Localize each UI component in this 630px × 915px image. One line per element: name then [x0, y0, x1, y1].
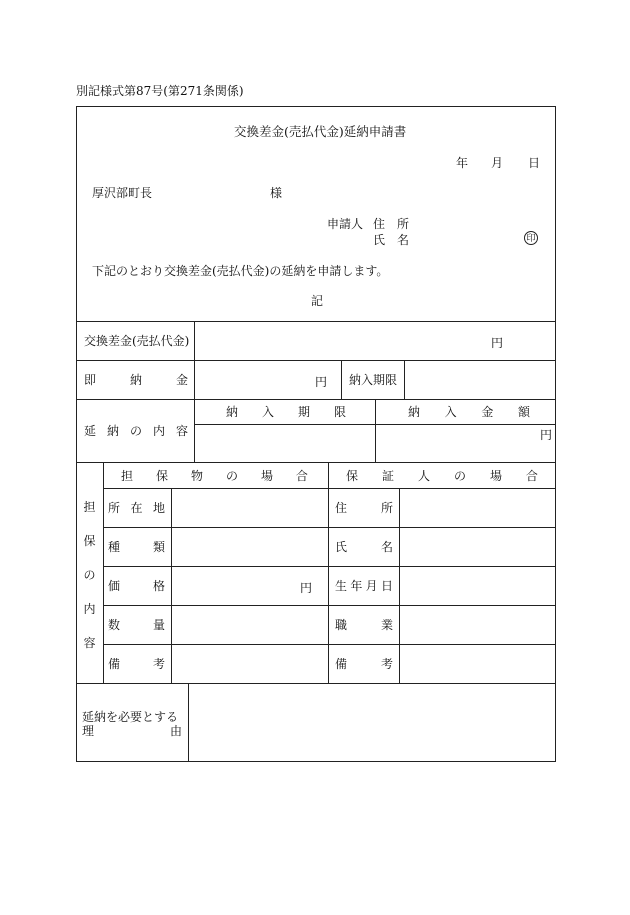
- immediate-payment-label: 即 納 金: [84, 373, 188, 387]
- object-quantity-label: 数 量: [108, 618, 165, 632]
- date-month: 月: [491, 156, 504, 170]
- statement: 下記のとおり交換差金(売払代金)の延納を申請します。: [92, 264, 389, 278]
- object-location-label: 所 在 地: [108, 501, 165, 515]
- form-number-label: 別記様式第87号(第271条関係): [76, 84, 244, 98]
- reason-label-line2: 理 由: [82, 723, 182, 738]
- immediate-yen: 円: [315, 375, 328, 389]
- ki-label: 記: [311, 294, 324, 308]
- due-period-header: 納 入 期 限: [226, 405, 346, 419]
- applicant-label: 申請人: [327, 217, 364, 231]
- form-title: 交換差金(売払代金)延納申請書: [234, 124, 407, 139]
- guarantor-remarks-label: 備 考: [335, 657, 393, 671]
- applicant-name-label: 氏 名: [373, 233, 410, 247]
- honorific: 様: [270, 186, 283, 200]
- reason-label-line1: 延納を必要とする: [82, 710, 179, 724]
- date-year: 年: [456, 156, 469, 170]
- addressee: 厚沢部町長: [92, 186, 153, 200]
- object-type-label: 種 類: [108, 540, 165, 554]
- guarantor-birthdate-label: 生 年 月 日: [335, 579, 393, 593]
- collateral-content-label: 担 保 の 内 容: [83, 499, 96, 650]
- due-amount-header: 納 入 金 額: [408, 405, 530, 419]
- guarantor-header: 保 証 人 の 場 合: [346, 468, 538, 483]
- object-price-label: 価 格: [108, 579, 165, 593]
- collateral-object-header: 担 保 物 の 場 合: [121, 468, 308, 483]
- guarantor-address-label: 住 所: [335, 501, 393, 515]
- applicant-address-label: 住 所: [373, 217, 410, 231]
- guarantor-occupation-label: 職 業: [335, 618, 393, 632]
- date-day: 日: [528, 156, 541, 170]
- seal-mark: 印: [524, 231, 538, 245]
- object-price-yen: 円: [300, 581, 313, 595]
- exchange-label: 交換差金(売払代金): [84, 334, 190, 348]
- due-amount-yen: 円: [540, 428, 553, 442]
- due-date-label: 納入期限: [349, 373, 398, 387]
- exchange-yen: 円: [491, 336, 504, 350]
- object-remarks-label: 備 考: [108, 657, 165, 671]
- guarantor-name-label: 氏 名: [335, 540, 393, 554]
- deferral-content-label: 延 納 の 内 容: [84, 424, 188, 438]
